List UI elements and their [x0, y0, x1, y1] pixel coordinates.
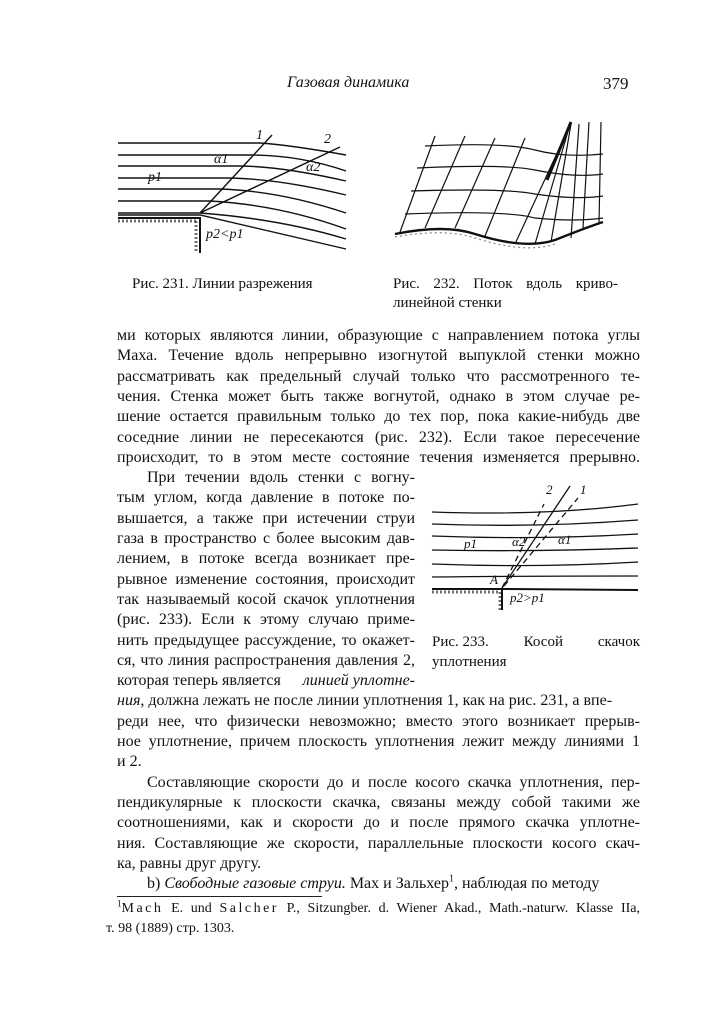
text-line: так называемый косой скачок уплотнения — [117, 590, 415, 608]
text-line: и 2. — [117, 753, 142, 771]
text-line: Составляющие скорости до и после косого скачка уплотнения, пер- — [147, 773, 640, 791]
text-line: рывное изменение состояния, происходит — [117, 570, 415, 588]
text-line — [117, 691, 640, 711]
text-line: чения. Стенка может быть также вогнутой, однако в этом случае ре- — [117, 387, 640, 405]
text-run: которая теперь является — [117, 672, 281, 690]
label-2: 2 — [546, 482, 553, 497]
text-line: реди нее, что физически невозможно; вместо этого возникает прерыв- — [117, 712, 640, 730]
label-p2-gt-p1: p2>p1 — [510, 590, 545, 605]
footnote-line — [117, 899, 640, 919]
footnote-author: Mach — [121, 901, 164, 916]
caption-part: Косой — [523, 634, 563, 650]
text-line: пендикулярные к плоскости скачка, связаны между собой такими же — [117, 793, 640, 811]
text-line: (рис. 233). Если к этому случаю приме- — [117, 611, 415, 629]
text-run: Мах и Зальхер — [345, 875, 449, 893]
text-line — [147, 874, 640, 894]
text-line: лением, в потоке всегда возникает пре- — [117, 550, 415, 568]
caption-part: Рис. 233. — [432, 634, 489, 650]
text-line: происходит, то в этом месте состояние течения изменяется прерывно. — [117, 448, 640, 466]
figure-232-curved-wall-flow — [385, 118, 615, 258]
figure-232-caption-line2: линейной стенки — [393, 295, 502, 311]
footnote-ref[interactable]: 1 — [448, 873, 454, 885]
text-run: , должна лежать не после линии уплотнения 1, как на рис. 231, а впе- — [140, 692, 613, 710]
text-line: тым углом, когда давление в потоке по- — [117, 489, 415, 507]
text-line: ное уплотнение, причем плоскость уплотнения лежит между линиями 1 — [117, 733, 640, 750]
text-line: шение остается правильным только до тех пор, пока какие-нибудь две — [117, 408, 640, 426]
label-2: 2 — [324, 132, 331, 147]
italic-term: Свободные газовые струи. — [164, 875, 346, 893]
label-alpha1: α1 — [558, 532, 572, 547]
text-line — [117, 671, 415, 691]
figure-232-caption-line1: Рис. 232. Поток вдоль криво- — [393, 276, 618, 292]
text-line: ся, что линия распространения давления 2, — [117, 651, 415, 669]
caption-part: скачок — [597, 634, 640, 650]
text-line: вышается, а также при истечении струи — [117, 509, 415, 527]
text-line: ми которых являются линии, образующие с направлением потока углы — [117, 327, 640, 344]
label-alpha1: α1 — [214, 152, 229, 167]
figure-233-caption-line1 — [432, 632, 640, 652]
text-line: Маха. Течение вдоль непрерывно изогнутой выпуклой стенки можно — [117, 347, 640, 365]
text-run: b) — [147, 875, 165, 893]
text-run: , наблюдая по методу — [453, 875, 600, 893]
figure-233-oblique-shock — [428, 480, 643, 615]
label-A: A — [490, 572, 498, 587]
label-p2-lt-p1: p2<p1 — [206, 227, 244, 242]
text-line: нить предыдущее рассуждение, то окажет- — [117, 631, 415, 649]
page-number: 379 — [603, 74, 629, 93]
label-p1: p1 — [464, 536, 477, 551]
label-1: 1 — [580, 482, 587, 497]
footnote-marker: 1 — [117, 898, 122, 909]
text-line: При течении вдоль стенки с вогну- — [147, 469, 415, 487]
text-line: рассматривать как предельный случай только что рассмотренного те- — [117, 367, 640, 385]
footnote-author: Salcher — [219, 901, 279, 916]
footnote-line: т. 98 (1889) стр. 1303. — [106, 921, 235, 936]
label-alpha2: α2 — [512, 534, 526, 549]
figure-233-caption-line2: уплотнения — [432, 654, 507, 670]
label-1: 1 — [256, 128, 263, 143]
text-line: газа в пространство с более высоким дав- — [117, 530, 415, 547]
label-alpha2: α2 — [306, 160, 321, 175]
italic-term: ния — [117, 692, 141, 710]
text-line: ния. Составляющие же скорости, параллельные плоскости косого скач- — [117, 834, 640, 852]
running-header: Газовая динамика — [287, 74, 410, 91]
figure-231-caption: Рис. 231. Линии разрежения — [132, 276, 313, 292]
italic-term: линией уплотне- — [302, 672, 415, 690]
text-line: соседние линии не пересекаются (рис. 232). Если такое пересечение — [117, 428, 640, 446]
figure-231-rarefaction-lines — [110, 125, 355, 255]
footnote-text: E. und — [163, 901, 220, 916]
text-line: соотношениями, как и скорости до и после прямого скачка уплотне- — [117, 814, 640, 832]
footnote-text: P., Sitzungber. d. Wiener Akad., Math.-naturw. Klasse IIa, — [278, 901, 640, 916]
footnote-rule — [117, 896, 322, 897]
text-line: ка, равны друг другу. — [117, 854, 261, 872]
label-p1: p1 — [148, 170, 162, 185]
